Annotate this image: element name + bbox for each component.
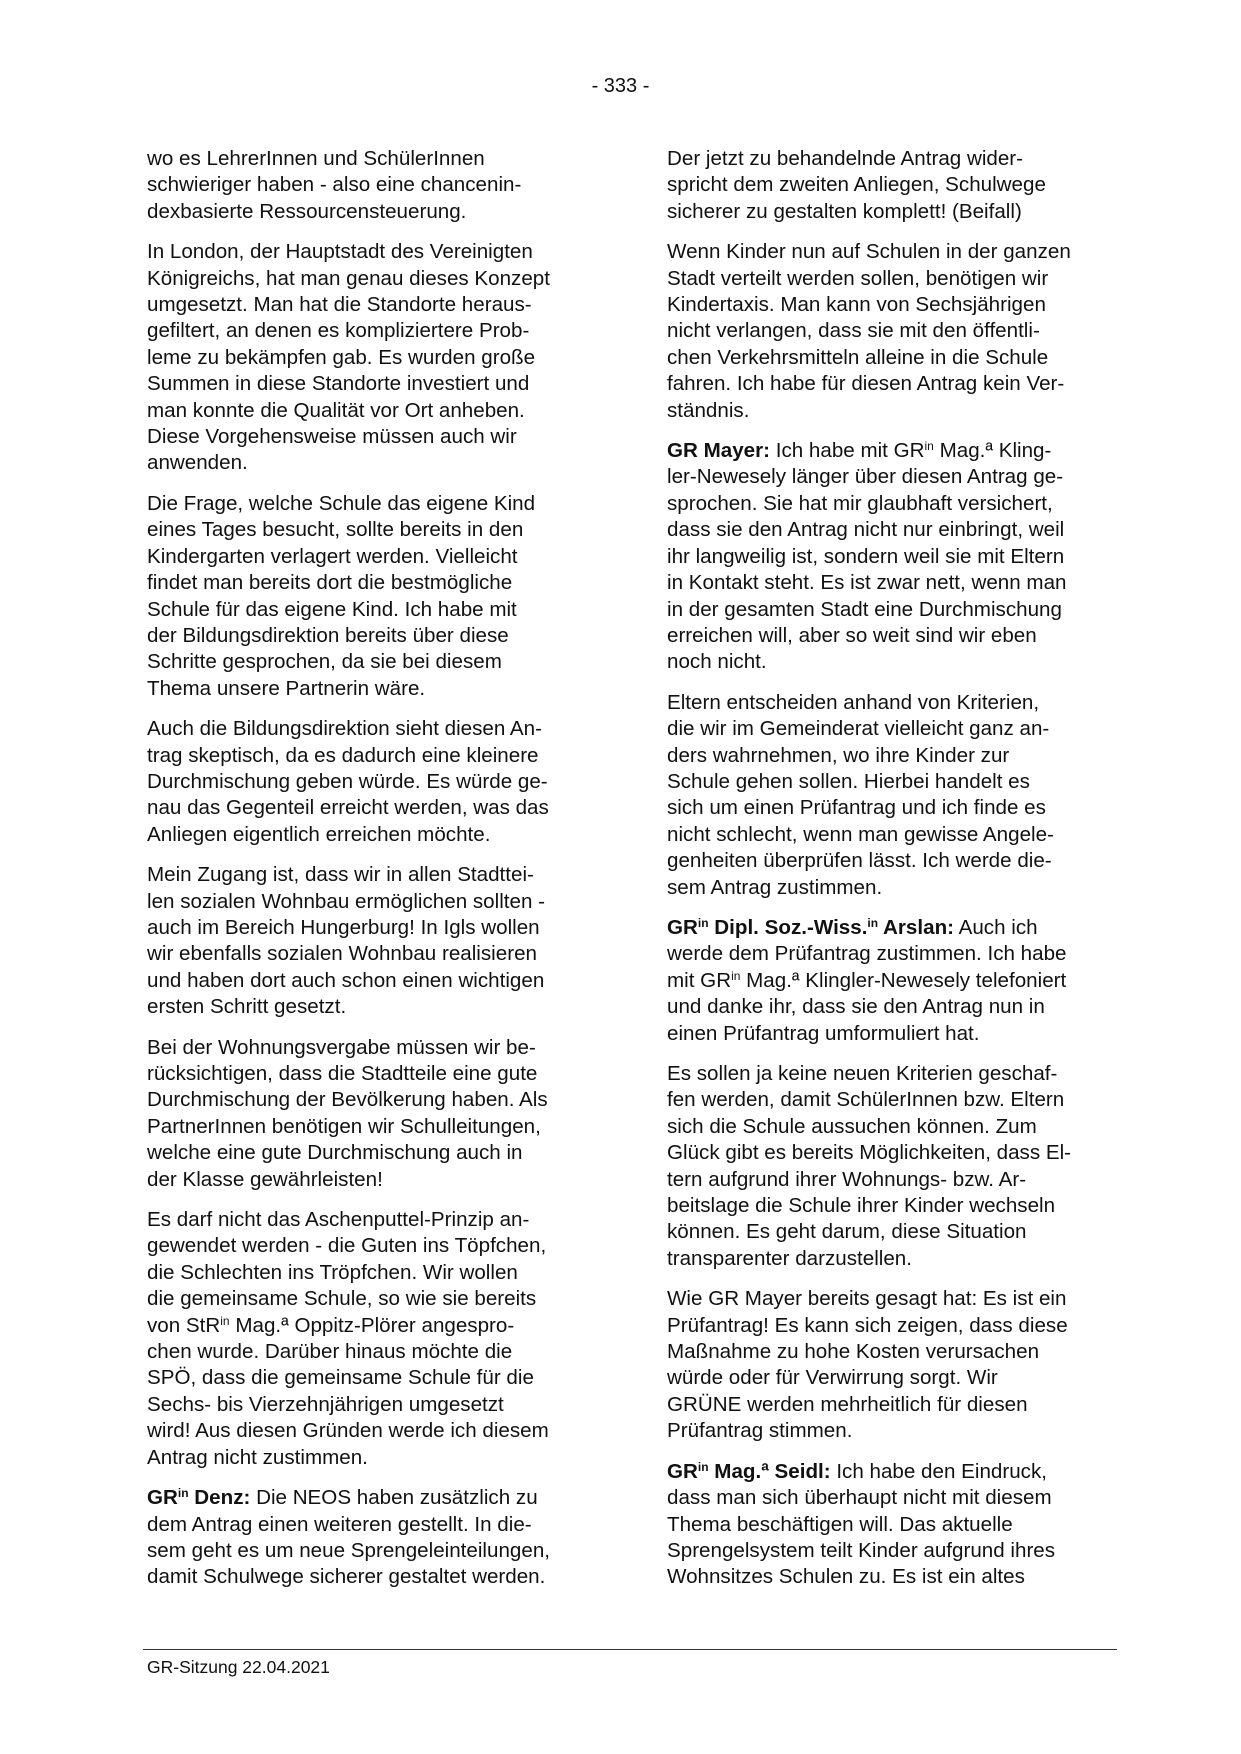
text-line: Antrag nicht zustimmen.: [147, 1445, 368, 1469]
text-line: ihr langweilig ist, sondern weil sie mit Eltern: [667, 544, 1065, 568]
text-line: anwenden.: [147, 451, 248, 475]
text-line: ler-Newesely länger über diesen Antrag ge-: [667, 465, 1064, 489]
footer-session-date: GR-Sitzung 22.04.2021: [147, 1657, 330, 1677]
paragraph: [147, 862, 602, 1020]
text-line: chen Verkehrsmitteln alleine in die Schule: [667, 345, 1049, 369]
text-line: gefiltert, an denen es kompliziertere Prob-: [147, 319, 530, 343]
paragraph: [667, 239, 1122, 424]
text-line: Summen in diese Standorte investiert und: [147, 372, 530, 396]
text-line: Sprengelsystem teilt Kinder aufgrund ihres: [667, 1538, 1056, 1562]
text-line: man konnte die Qualität vor Ort anheben.: [147, 398, 525, 422]
paragraph: [667, 1286, 1122, 1444]
text-line: wird! Aus diesen Gründen werde ich diesem: [147, 1419, 549, 1443]
text-line: $GR^{in}$ Mag.ª Seidl: Ich habe den Eindruck,: [667, 1459, 1047, 1483]
text-line: ständnis.: [667, 398, 750, 422]
text-line: Bei der Wohnungsvergabe müssen wir be-: [147, 1035, 536, 1059]
text-line: Wenn Kinder nun auf Schulen in der ganzen: [667, 240, 1071, 264]
paragraph: [667, 438, 1122, 676]
text-line: nicht verlangen, dass sie mit den öffentli-: [667, 319, 1040, 343]
paragraph: [667, 146, 1122, 225]
text-line: $GR^{in}$ Dipl. Soz.-Wiss.$^{in}$ Arslan: Auch ich: [667, 915, 1038, 939]
text-line: wo es LehrerInnen und SchülerInnen: [147, 147, 485, 170]
text-line: sem Antrag zustimmen.: [667, 875, 883, 899]
speaker-name: $GR^{in}$ Denz:: [147, 1486, 251, 1510]
text-line: spricht dem zweiten Anliegen, Schulwege: [667, 173, 1046, 197]
text-line: Mein Zugang ist, dass wir in allen Stadttei-: [147, 863, 534, 887]
text-line: Schule gehen sollen. Hierbei handelt es: [667, 769, 1030, 793]
text-line: noch nicht.: [667, 650, 767, 674]
text-line: Thema beschäftigen will. Das aktuelle: [667, 1512, 1013, 1536]
text-line: SPÖ, dass die gemeinsame Schule für die: [147, 1366, 534, 1390]
text-line: wir ebenfalls sozialen Wohnbau realisieren: [147, 942, 537, 966]
paragraph: [147, 146, 602, 225]
text-line: tern aufgrund ihrer Wohnungs- bzw. Ar-: [667, 1167, 1027, 1191]
text-line: findet man bereits dort die bestmögliche: [147, 571, 513, 595]
text-line: werde dem Prüfantrag zustimmen. Ich habe: [667, 942, 1067, 966]
right-text-column: [667, 146, 1122, 1605]
text-line: fahren. Ich habe für diesen Antrag kein Ver-: [667, 372, 1065, 396]
text-line: Schritte gesprochen, da sie bei diesem: [147, 650, 502, 674]
text-line: chen wurde. Darüber hinaus möchte die: [147, 1340, 513, 1364]
text-line: Kindertaxis. Man kann von Sechsjährigen: [667, 293, 1046, 317]
text-line: und haben dort auch schon einen wichtigen: [147, 968, 545, 992]
text-line: würde oder für Verwirrung sorgt. Wir: [667, 1366, 998, 1390]
text-line: ders wahrnehmen, wo ihre Kinder zur: [667, 743, 1010, 767]
text-line: rücksichtigen, dass die Stadtteile eine gute: [147, 1062, 538, 1085]
text-line: beitslage die Schule ihrer Kinder wechseln: [667, 1194, 1056, 1218]
text-line: gewendet werden - die Guten ins Töpfchen,: [147, 1234, 547, 1258]
paragraph: [667, 690, 1122, 901]
text-line: len sozialen Wohnbau ermöglichen sollten -: [147, 889, 545, 913]
text-line: GRÜNE werden mehrheitlich für diesen: [667, 1392, 1028, 1416]
text-line: ersten Schritt gesetzt.: [147, 995, 347, 1019]
text-line: sprochen. Sie hat mir glaubhaft versichert,: [667, 491, 1053, 515]
text-line: Prüfantrag! Es kann sich zeigen, dass diese: [667, 1313, 1068, 1337]
text-line: eines Tages besucht, sollte bereits in den: [147, 518, 524, 542]
text-line: Eltern entscheiden anhand von Kriterien,: [667, 690, 1040, 714]
text-line: erreichen will, aber so weit sind wir eben: [667, 623, 1037, 647]
text-line: welche eine gute Durchmischung auch in: [147, 1141, 523, 1165]
text-line: umgesetzt. Man hat die Standorte heraus-: [147, 293, 532, 317]
text-line: nicht schlecht, wenn man gewisse Angele-: [667, 822, 1054, 846]
text-line: Kindergarten verlagert werden. Vielleicht: [147, 544, 518, 568]
text-line: dem Antrag einen weiteren gestellt. In die-: [147, 1512, 532, 1536]
text-line: PartnerInnen benötigen wir Schulleitungen,: [147, 1114, 541, 1138]
text-line: dass sie den Antrag nicht nur einbringt, weil: [667, 518, 1065, 542]
text-line: Durchmischung der Bevölkerung haben. Als: [147, 1088, 548, 1112]
text-line: Wohnsitzes Schulen zu. Es ist ein altes: [667, 1565, 1025, 1589]
paragraph: [667, 1061, 1122, 1272]
text-line: Glück gibt es bereits Möglichkeiten, dass El-: [667, 1141, 1072, 1165]
text-line: damit Schulwege sicherer gestaltet werden.: [147, 1565, 546, 1589]
text-line: die Schlechten ins Tröpfchen. Wir wollen: [147, 1260, 518, 1284]
page-number: - 333 -: [591, 75, 650, 97]
text-line: nau das Gegenteil erreicht werden, was das: [147, 796, 549, 820]
text-line: Wie GR Mayer bereits gesagt hat: Es ist ein: [667, 1287, 1067, 1311]
text-line: der Klasse gewährleisten!: [147, 1167, 383, 1191]
text-line: können. Es geht darum, diese Situation: [667, 1220, 1027, 1244]
text-line: dexbasierte Ressourcensteuerung.: [147, 199, 467, 223]
text-line: Sechs- bis Vierzehnjährigen umgesetzt: [147, 1392, 504, 1416]
speaker-name: GR Mayer:: [667, 439, 770, 463]
text-line: Stadt verteilt werden sollen, benötigen wir: [667, 266, 1049, 290]
speaker-name: $GR^{in}$ Dipl. Soz.-Wiss.$^{in}$ Arslan:: [667, 915, 955, 939]
paragraph: [147, 716, 602, 848]
text-line: genheiten überprüfen lässt. Ich werde die-: [667, 849, 1052, 873]
paragraph: [147, 1485, 602, 1591]
text-line: einen Prüfantrag umformuliert hat.: [667, 1021, 980, 1045]
text-line: Prüfantrag stimmen.: [667, 1419, 853, 1443]
text-line: $GR^{in}$ Denz: Die NEOS haben zusätzlich zu: [147, 1486, 538, 1510]
paragraph: [667, 1459, 1122, 1591]
text-line: sicherer zu gestalten komplett! (Beifall): [667, 199, 1022, 223]
text-line: leme zu bekämpfen gab. Es wurden große: [147, 345, 536, 369]
text-line: sich die Schule aussuchen können. Zum: [667, 1114, 1037, 1138]
text-line: Thema unsere Partnerin wäre.: [147, 676, 426, 700]
text-line: fen werden, damit SchülerInnen bzw. Eltern: [667, 1088, 1065, 1112]
text-line: Es sollen ja keine neuen Kriterien geschaf-: [667, 1062, 1058, 1085]
text-line: Maßnahme zu hohe Kosten verursachen: [667, 1340, 1040, 1364]
text-line: sem geht es um neue Sprengeleinteilungen,: [147, 1538, 550, 1562]
text-line: von StR$^{in}$ Mag.ª Oppitz-Plörer angespro-: [147, 1313, 515, 1337]
paragraph: [147, 239, 602, 477]
text-line: Es darf nicht das Aschenputtel-Prinzip an-: [147, 1208, 530, 1232]
footer-divider: [143, 1649, 1117, 1650]
text-line: in der gesamten Stadt eine Durchmischung: [667, 597, 1062, 621]
paragraph: [147, 491, 602, 702]
text-line: der Bildungsdirektion bereits über diese: [147, 623, 509, 647]
text-line: in Kontakt steht. Es ist zwar nett, wenn man: [667, 571, 1067, 595]
text-line: In London, der Hauptstadt des Vereinigten: [147, 240, 533, 264]
text-line: die wir im Gemeinderat vielleicht ganz an-: [667, 717, 1050, 741]
text-line: die gemeinsame Schule, so wie sie bereits: [147, 1287, 537, 1311]
text-line: Der jetzt zu behandelnde Antrag wider-: [667, 147, 1024, 170]
paragraph: [147, 1035, 602, 1193]
text-line: und danke ihr, dass sie den Antrag nun in: [667, 995, 1045, 1019]
text-line: Die Frage, welche Schule das eigene Kind: [147, 491, 536, 515]
text-line: sich um einen Prüfantrag und ich finde es: [667, 796, 1046, 820]
left-text-column: [147, 146, 602, 1605]
text-line: mit $GR^{in}$ Mag.ª Klingler-Newesely telefoniert: [667, 968, 1067, 992]
text-line: dass man sich überhaupt nicht mit diesem: [667, 1486, 1052, 1510]
text-line: Schule für das eigene Kind. Ich habe mit: [147, 597, 517, 621]
paragraph: [667, 915, 1122, 1047]
text-line: Auch die Bildungsdirektion sieht diesen An-: [147, 717, 542, 741]
text-line: GR Mayer: Ich habe mit $GR^{in}$ Mag.ª Kling-: [667, 439, 1052, 463]
text-line: Diese Vorgehensweise müssen auch wir: [147, 425, 517, 449]
text-line: transparenter darzustellen.: [667, 1246, 912, 1270]
text-line: auch im Bereich Hungerburg! In Igls wollen: [147, 915, 540, 939]
text-line: schwieriger haben - also eine chancenin-: [147, 173, 522, 197]
text-line: Königreichs, hat man genau dieses Konzept: [147, 266, 550, 290]
text-line: Durchmischung geben würde. Es würde ge-: [147, 769, 548, 793]
paragraph: [147, 1207, 602, 1471]
text-line: trag skeptisch, da es dadurch eine kleinere: [147, 743, 539, 767]
speaker-name: $GR^{in}$ Mag.ª Seidl:: [667, 1459, 831, 1483]
text-line: Anliegen eigentlich erreichen möchte.: [147, 822, 491, 846]
